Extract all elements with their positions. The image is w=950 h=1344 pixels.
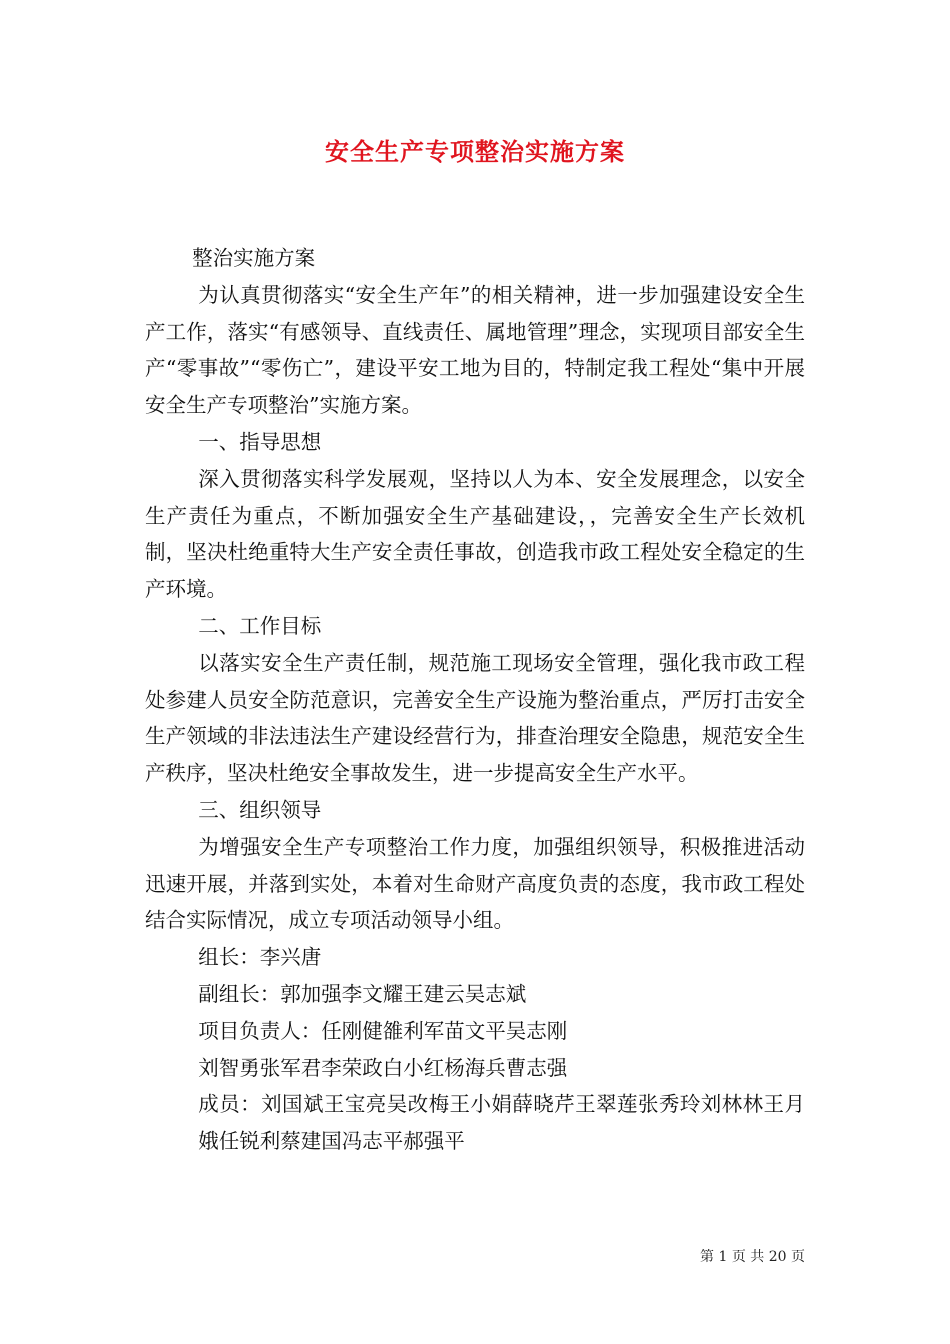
- group-leader: 组长：李兴唐: [198, 945, 322, 970]
- document-heading: 整治实施方案: [192, 246, 316, 270]
- group-deputy: 副组长：郭加强李文耀王建云吴志斌: [198, 981, 527, 1006]
- section-3-body: 为增强安全生产专项整治工作力度，加强组织领导，积极推进活动迅速开展，并落到实处，本着对生命财产高度负责的态度，我市政工程处结合实际情况，成立专项活动领导小组。: [145, 834, 805, 933]
- page-title: 安全生产专项整治实施方案: [325, 137, 625, 166]
- intro-paragraph: 为认真贯彻落实“安全生产年”的相关精神，进一步加强建设安全生产工作，落实“有感领导、直线责任、属地管理”理念，实现项目部安全生产“零事故”“零伤亡”，建设平安工地为目的，特制定我工程处“集中开展安全生产专项整治”实施方案。: [145, 282, 805, 418]
- document-body: [145, 240, 805, 1160]
- page-number: 第 1 页 共 20 页: [700, 1249, 805, 1265]
- section-3-title: 三、组织领导: [198, 797, 322, 822]
- project-heads: 项目负责人：任刚健雒利军苗文平吴志刚: [198, 1018, 568, 1043]
- project-heads-continued: 刘智勇张军君李荣政白小红杨海兵曹志强: [198, 1055, 568, 1080]
- group-members: 成员：刘国斌王宝亮吴改梅王小娟薛晓芹王翠莲张秀玲刘林林王月娥任锐利蔡建国冯志平郝强平: [198, 1092, 805, 1154]
- section-1-title: 一、指导思想: [198, 429, 322, 454]
- section-1-body: 深入贯彻落实科学发展观，坚持以人为本、安全发展理念，以安全生产责任为重点，不断加强安全生产基础建设，，完善安全生产长效机制，坚决杜绝重特大生产安全责任事故，创造我市政工程处安全稳定的生产环境。: [145, 466, 805, 602]
- section-2-title: 二、工作目标: [198, 613, 322, 638]
- section-2-body: 以落实安全生产责任制，规范施工现场安全管理，强化我市政工程处参建人员安全防范意识，完善安全生产设施为整治重点，严厉打击安全生产领域的非法违法生产建设经营行为，排查治理安全隐患，规范安全生产秩序，坚决杜绝安全事故发生，进一步提高安全生产水平。: [145, 650, 805, 786]
